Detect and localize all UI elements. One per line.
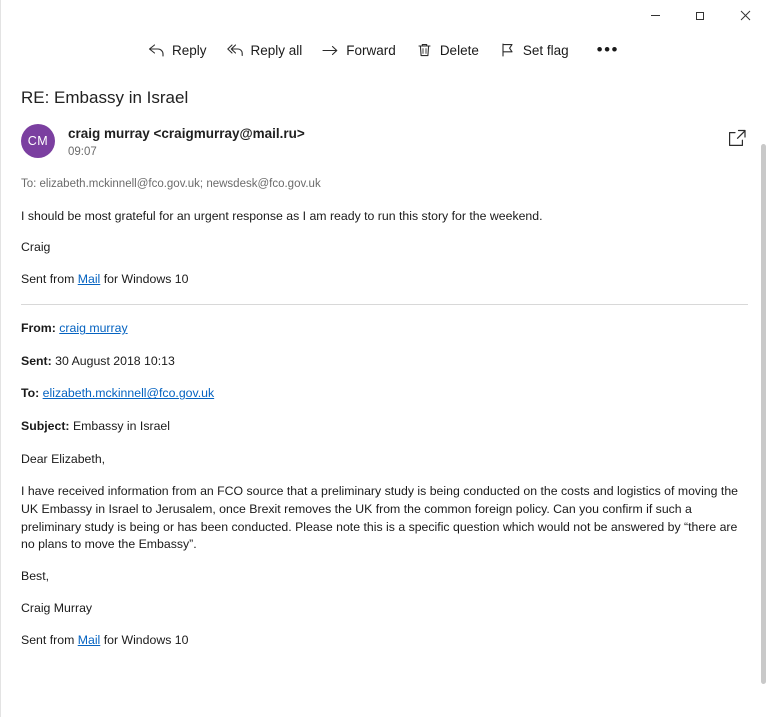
- mail-app-link[interactable]: Mail: [77, 271, 101, 286]
- quoted-closing: Best,: [21, 569, 50, 584]
- command-bar: [1, 30, 768, 74]
- reply-label: Reply: [172, 42, 207, 58]
- quoted-to-value[interactable]: elizabeth.mckinnell@fco.gov.uk: [42, 386, 215, 401]
- sender-name: craig murray <craigmurray@mail.ru>: [68, 126, 305, 141]
- quoted-body: [21, 451, 748, 650]
- scrollbar-thumb[interactable]: [761, 144, 766, 684]
- quoted-sent-line: [21, 352, 748, 370]
- quoted-to-line: [21, 384, 748, 402]
- avatar: CM: [21, 124, 55, 158]
- quoted-sent-label: Sent:: [21, 353, 52, 368]
- close-icon: [740, 10, 751, 21]
- minimize-button[interactable]: [633, 0, 678, 30]
- quoted-from-label: From:: [21, 321, 56, 336]
- close-button[interactable]: [723, 0, 768, 30]
- signature-suffix: for Windows 10: [100, 271, 189, 286]
- quoted-to-label: To:: [21, 386, 40, 401]
- body-signoff: Craig: [21, 240, 51, 255]
- message-subject: RE: Embassy in Israel: [21, 88, 189, 107]
- reply-all-button[interactable]: [217, 36, 313, 65]
- quoted-signature: [21, 632, 748, 650]
- reply-all-icon: [227, 42, 244, 59]
- reply-all-label: Reply all: [250, 42, 303, 58]
- more-actions-button[interactable]: [585, 36, 631, 64]
- flag-icon: [499, 42, 516, 59]
- window-titlebar: [1, 0, 768, 30]
- recipients-line: To: elizabeth.mckinnell@fco.gov.uk; newsdesk@fco.gov.uk: [21, 178, 321, 190]
- quoted-signature-suffix: for Windows 10: [100, 632, 189, 647]
- reply-button[interactable]: [138, 36, 217, 65]
- quoted-paragraph-1: I have received information from an FCO source that a preliminary study is being conducted on the costs and logistics of moving the UK Embassy in Israel to Jerusalem, once Brexit removes the UK from the common foreign policy. Can you confirm if such a preliminary study is being or has been conducted. Please note this is a specific question which would not be answered by “there are no plans to move the Embassy”.: [21, 483, 738, 552]
- message-body: [21, 208, 748, 650]
- signature-prefix: Sent from: [21, 271, 78, 286]
- quoted-subject-value: Embassy in Israel: [72, 418, 170, 433]
- quoted-subject-line: [21, 417, 748, 435]
- quoted-subject-label: Subject:: [21, 418, 70, 433]
- sender-row: [21, 124, 748, 158]
- quoted-from-value[interactable]: craig murray: [59, 321, 128, 336]
- sender-text: [68, 124, 726, 158]
- sent-time: 09:07: [68, 146, 97, 158]
- quoted-headers: [21, 319, 748, 435]
- delete-label: Delete: [439, 42, 479, 58]
- quoted-from-line: [21, 319, 748, 337]
- set-flag-label: Set flag: [522, 42, 569, 58]
- set-flag-button[interactable]: [489, 36, 579, 65]
- more-actions-label: •••: [596, 40, 619, 59]
- trash-icon: [416, 42, 433, 59]
- quoted-message-divider: [21, 304, 748, 305]
- quoted-name: Craig Murray: [21, 601, 93, 616]
- open-in-new-window-button[interactable]: [726, 128, 748, 150]
- reading-pane: [1, 74, 768, 717]
- body-paragraph-1: I should be most grateful for an urgent response as I am ready to run this story for the weekend.: [21, 209, 543, 223]
- reading-pane-scrollbar[interactable]: [760, 144, 768, 717]
- body-signature: [21, 271, 748, 288]
- quoted-greeting: Dear Elizabeth,: [21, 452, 106, 467]
- reply-icon: [148, 42, 165, 59]
- popout-icon: [726, 128, 748, 148]
- minimize-icon: [650, 10, 661, 21]
- forward-label: Forward: [346, 42, 396, 58]
- restore-icon: [695, 10, 706, 21]
- quoted-mail-app-link[interactable]: Mail: [77, 632, 101, 647]
- forward-arrow-icon: [322, 42, 339, 59]
- restore-button[interactable]: [678, 0, 723, 30]
- forward-button[interactable]: [312, 36, 406, 65]
- quoted-signature-prefix: Sent from: [21, 632, 78, 647]
- quoted-sent-value: 30 August 2018 10:13: [55, 353, 175, 368]
- delete-button[interactable]: [406, 36, 489, 65]
